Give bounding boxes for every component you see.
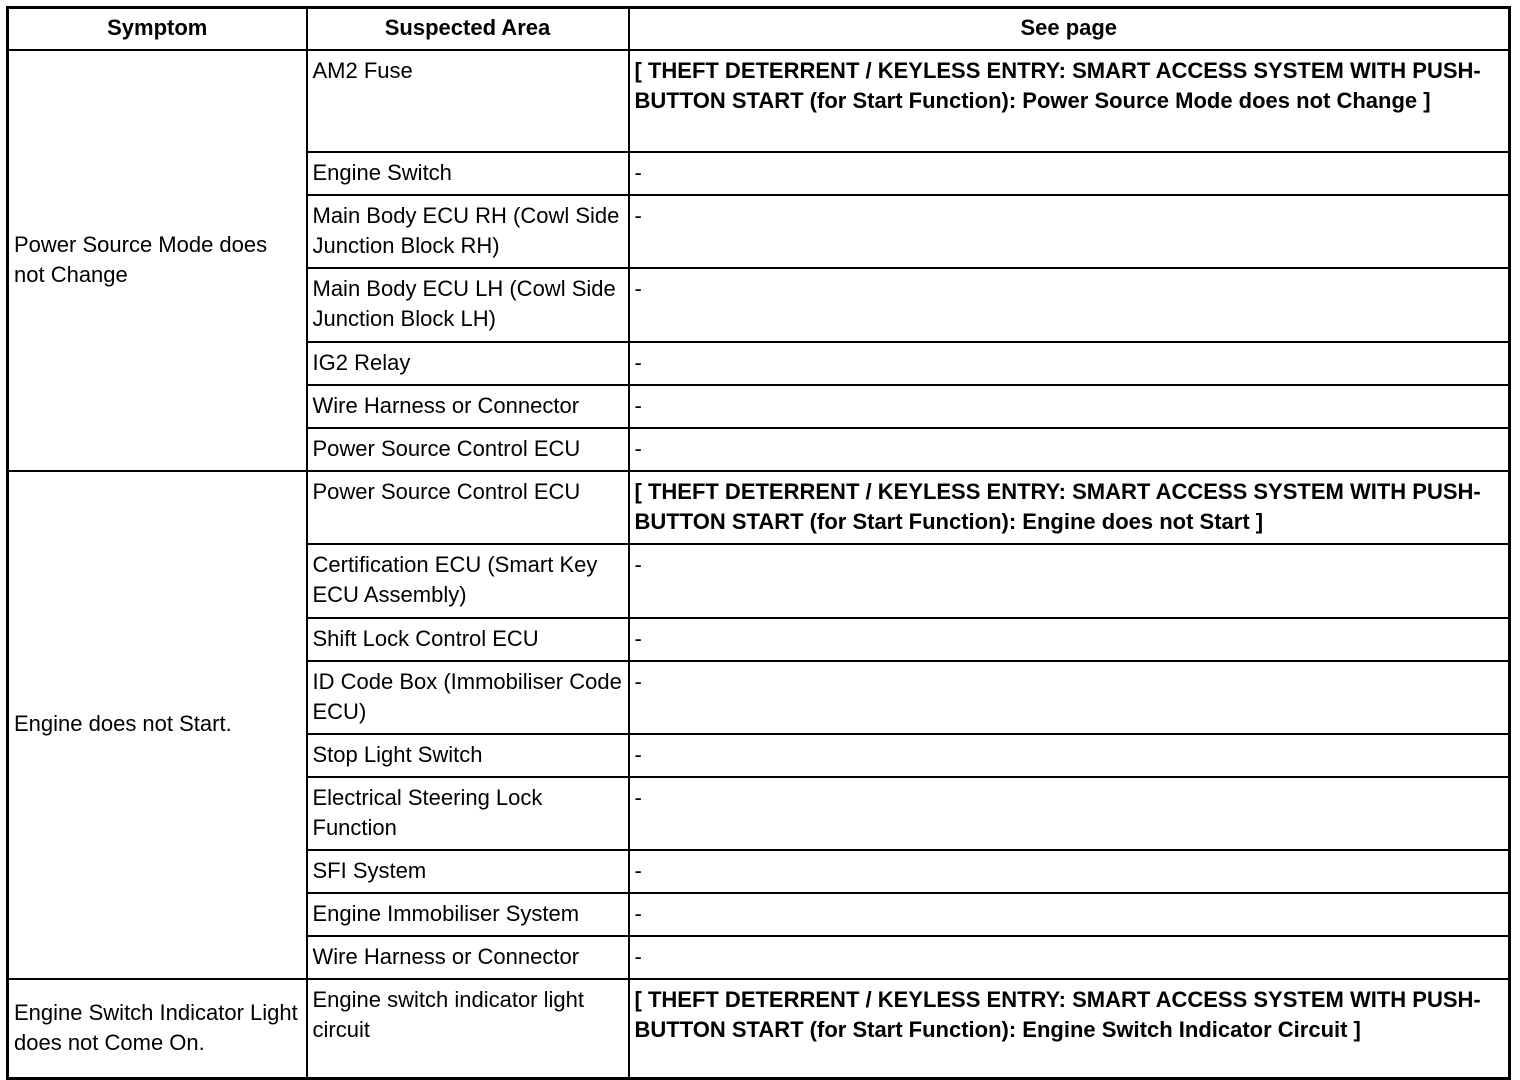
see-page-cell: - — [629, 734, 1510, 777]
see-page-cell: - — [629, 893, 1510, 936]
suspected-area-cell: Engine Immobiliser System — [307, 893, 629, 936]
see-page-cell: - — [629, 385, 1510, 428]
see-page-cell: - — [629, 544, 1510, 618]
see-page-cell: - — [629, 618, 1510, 661]
suspected-area-cell: Power Source Control ECU — [307, 471, 629, 544]
column-header-see-page: See page — [629, 8, 1510, 50]
symptom-cell: Engine does not Start. — [8, 471, 307, 979]
suspected-area-cell: Electrical Steering Lock Function — [307, 777, 629, 850]
suspected-area-cell: Certification ECU (Smart Key ECU Assembly) — [307, 544, 629, 618]
suspected-area-cell: Engine switch indicator light circuit — [307, 979, 629, 1079]
column-header-symptom: Symptom — [8, 8, 307, 50]
suspected-area-cell: Shift Lock Control ECU — [307, 618, 629, 661]
suspected-area-cell: Main Body ECU RH (Cowl Side Junction Block RH) — [307, 195, 629, 268]
table-row — [8, 471, 1510, 544]
see-page-link[interactable]: [ THEFT DETERRENT / KEYLESS ENTRY: SMART ACCESS SYSTEM WITH PUSH-BUTTON START (for Start Function): Engine Switch Indicator Circuit ] — [629, 979, 1510, 1079]
table-row — [8, 979, 1510, 1079]
table-header-row — [8, 8, 1510, 50]
see-page-cell: - — [629, 936, 1510, 979]
suspected-area-cell: AM2 Fuse — [307, 50, 629, 152]
see-page-cell: - — [629, 777, 1510, 850]
suspected-area-cell: Wire Harness or Connector — [307, 936, 629, 979]
suspected-area-cell: IG2 Relay — [307, 342, 629, 385]
see-page-cell: - — [629, 152, 1510, 195]
see-page-link[interactable]: [ THEFT DETERRENT / KEYLESS ENTRY: SMART ACCESS SYSTEM WITH PUSH-BUTTON START (for Start Function): Power Source Mode does not Change ] — [629, 50, 1510, 152]
see-page-cell: - — [629, 661, 1510, 734]
suspected-area-cell: Main Body ECU LH (Cowl Side Junction Block LH) — [307, 268, 629, 342]
column-header-suspected-area: Suspected Area — [307, 8, 629, 50]
symptom-table — [6, 6, 1511, 1080]
see-page-cell: - — [629, 428, 1510, 471]
symptom-cell: Power Source Mode does not Change — [8, 50, 307, 471]
suspected-area-cell: Wire Harness or Connector — [307, 385, 629, 428]
see-page-cell: - — [629, 342, 1510, 385]
see-page-cell: - — [629, 850, 1510, 893]
see-page-cell: - — [629, 268, 1510, 342]
table-row — [8, 50, 1510, 152]
suspected-area-cell: Stop Light Switch — [307, 734, 629, 777]
suspected-area-cell: Power Source Control ECU — [307, 428, 629, 471]
see-page-link[interactable]: [ THEFT DETERRENT / KEYLESS ENTRY: SMART ACCESS SYSTEM WITH PUSH-BUTTON START (for Start Function): Engine does not Start ] — [629, 471, 1510, 544]
suspected-area-cell: SFI System — [307, 850, 629, 893]
suspected-area-cell: ID Code Box (Immobiliser Code ECU) — [307, 661, 629, 734]
suspected-area-cell: Engine Switch — [307, 152, 629, 195]
see-page-cell: - — [629, 195, 1510, 268]
symptom-cell: Engine Switch Indicator Light does not Come On. — [8, 979, 307, 1079]
